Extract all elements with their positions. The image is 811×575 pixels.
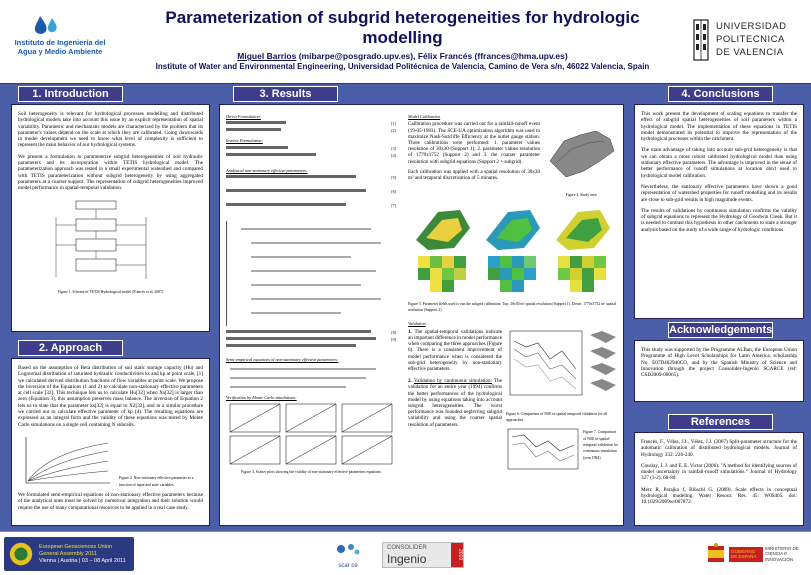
ministry-text: MINISTERIO DE CIENCIA E INNOVACIÓN (765, 545, 799, 562)
figure-6-caption: Figure 6. Comparison of NSE in spatial-temporal validation for all approaches (506, 411, 608, 423)
figure-2-caption: Figure 2. Non-stationary effective parameter as a function of input and state variables (119, 476, 194, 487)
calibration-column: Model Calibration Calibration procedure was carried out for a rainfall-runoff event (19-05-1983). The SCE-UA optimization algorithm was used to maximize Nash-Sutcliffe Efficiency at the outlet gauge station. Three calibrations were performed: 1. parameter values resolution of 30x30 (Support 1); 2. parameter values resolution of 1770x1752 (Support 2) and 3. the coarser parameter resolution with subgrid equations (Support 2 + subgrid). Each calibration was applied with a spatial resolution of 30x30 m² and temporal discretization of 5 minutes. Figure 4. Study area Figure 5. Parameter fields used to run the subgrid calibration. Top: 30x30 m² spatial resolution (Support 1). Down: 1770x1752 m² spatial resolution (Support 2) Validation 1. The spatial-temporal validations indicate an important difference in model performance when comparing the three approaches (Figure 6). There is a consistent improvement of model performance when is considered the sub-grid heterogeneity by non-stationary effective parameters. 2. Validation by continuous simulation: The validation for an entire year (1994) confirms the better performances of the hydrological model by using equations taking into account subgrid heterogeneities. The worst performance was founded neglecting subgrid variability and using the coarser spatial resolution of parameters. Figure 6. Comparison of NSE in spatial-temporal validation for all approaches Figure 7. Comparison of NSE in spatial-temporal validation for continuous simulation (year 1994) (408, 111, 620, 471)
eq-number-6: [6] (391, 188, 396, 194)
figure-1-caption: Figure 1. Scheme of TETIS Hydrological model (Francés et al. 2007) (57, 289, 164, 294)
conclusions-paragraph-4: The results of validations by continuous simulation confirms the validity of subgrid equations to represent the Hydrology of Goodwin Creek. But it is needed to contrast this hypothesis in other catchments to state a stronger analysis based on the study of a wide range of hydrologic conditions. (641, 207, 797, 233)
acknowledgements-box (634, 340, 804, 402)
egu-line-3: Vienna | Austria | 03 – 08 April 2011 (39, 557, 126, 564)
eq-number-4: [4] (391, 152, 396, 158)
analytical-label: Analytical non-stationary effective parameters: (226, 167, 308, 173)
authors-line (125, 51, 680, 61)
calibration-text: Calibration procedure was carried out for a rainfall-runoff event (19-05-1983). The SCE-UA optimization algorithm was used to maximize Nash-Sutcliffe Efficiency at the outlet gauge station. Three calibrations were performed: 1. parameter values resolution of 30x30 (Support 1); 2. parameter values resolution of 1770x1752 (Support 2) and 3. the coarser parameter resolution with subgrid equations (Support 2 + subgrid). (408, 121, 540, 165)
upv-logo (690, 14, 808, 66)
direct-formulation-label: Direct Formulation: (226, 114, 262, 119)
calibration-text-2: Each calibration was applied with a spatial resolution of 30x30 m² and temporal discretization of 5 minutes. (408, 168, 540, 181)
eq-number-8: [8] (391, 329, 396, 335)
logo-right-line-3: DE VALENCIA (716, 47, 784, 58)
figure-5-caption: Figure 5. Parameter fields used to run the subgrid calibration. Top: 30x30 m² spatial resolution (Support 1). Down: 1770x1752 m² spatial resolution (Support 2) (408, 301, 617, 313)
introduction-paragraph-1: Soil heterogeneity is relevant for hydrological processes modelling and distributed hydrological models take into account this issue by an explicit representation of spatial variability. Parametric and mechanistic models are characterized by the problem that its parameter's values depend on the scale at which they are calibrated. Going downwards in model development we need to know what level of complexity is sufficient to represent the main behavior of our hydrological systems. (18, 111, 203, 149)
validation-2-heading: Validation by continuous simulation: (413, 378, 492, 385)
monte-carlo-scatter-plots (226, 402, 396, 467)
figure-3-caption: Figure 3. Scatter plots showing the validity of non-stationary effective parameters equations (241, 470, 381, 475)
approach-paragraph-1: Based on the assumption of Beta distribution of soil static storage capacity (Hu) and Lognormal distribution of saturated hydraulic conductivities ks and kp at point scale, [1] we calculated derived distribution functions of flow variables at point scale. We propose the inversion of the Equations (1 and 2) to calculate non-stationary effective parameters at cell scale [32]. This technique lets us to calculate Hu[32] when Xs[32] is larger than zero (Equation 3), this assumption preserves mass balance. The inversion of Equation 2 lets us to state that the parameter ks[32] is equal to X2[32], and in a similar procedure we carried out to calculate effective parameter of kp (4). The resulting equations are expressed as an integral form and the validity of these equations was tested by Monte Carlo simulations on a single cell containing N subcells. (18, 365, 203, 428)
nse-comparison-chart (506, 329, 620, 409)
poster-header (0, 0, 811, 83)
conclusions-title: 4. Conclusions (668, 86, 773, 102)
parameter-maps-figure (408, 204, 620, 299)
upv-crest-icon (690, 18, 712, 62)
logo-left-line-2: Agua y Medio Ambiente (17, 47, 103, 56)
reference-3: Merz R, Parajka J, Blöschl G. (2009). Scale effects in conceptual hydrological modeling. Water Resour. Res. 45: W09405. doi: 10.1029/2009wr007872. (641, 486, 797, 506)
eq-number-5: [5] (391, 174, 396, 180)
acknowledgements-title: Acknowledgements (669, 324, 773, 336)
introduction-title: 1. Introduction (18, 86, 123, 102)
iiama-logo (4, 14, 116, 66)
validation-label: Validation (408, 321, 426, 327)
semi-empirical-label: Semi-empirical equations of non-stationary effective parameters: (226, 356, 339, 362)
egu-line-2: General Assembly 2011 (39, 550, 97, 557)
continuous-simulation-chart (506, 427, 580, 471)
poster-title: Parameterization of subgrid heterogeneities for hydrologic modelling (165, 8, 640, 47)
validation-text-2: The validation for an entire year (1994) confirms the better performances of the hydrological model by using equations taking into account subgrid heterogeneities. The worst performance was founded neglecting subgrid variability and using the coarser spatial resolution of parameters. (408, 378, 502, 428)
author-1: Miguel Barrios (237, 51, 297, 61)
gov-text: GOBIERNO DE ESPAÑA (729, 547, 763, 562)
reference-2: Couslay, J. J. and E. E. Victor (2006). "A method for identifying sources of model uncertainty in rainfall-runoff simulations." Journal of Hydrology 327 (1-2): 68-80. (641, 462, 797, 482)
conclusions-paragraph-3: Nevertheless, the stationary effective parameters have shown a good representation of watershed properties for runoff modelling and its results are close to sub-grid results in high magnitude events. (641, 183, 797, 203)
egu-emblem-icon (7, 540, 35, 568)
author-1-email: (mibarpe@posgrado.upv.es) (298, 51, 414, 61)
logo-right-line-1: UNIVERSIDAD (716, 21, 787, 32)
study-area-figure (544, 121, 618, 198)
author-2: , Félix Francés (ffrances@hma.upv.es) (413, 51, 568, 61)
ministry-logo (706, 540, 808, 568)
introduction-paragraph-2: We present a formulation to parameterize subgrid heterogeneities of soil hydraulic parameters and its incorporation within TETIS hydrological model. The parameterization approach was tested in a small experimental watershed and compared with TETIS parameterization without subgrid heterogeneity by using aggregated parameters at a coarser support. The representation of subgrid heterogeneities improved model performance in spatial-temporal validation. (18, 153, 203, 192)
conclusions-paragraph-1: This work present the development of scaling equations to transfer the effect of subgrid spatial heterogeneities of soil parameters within a hydrological model. The implementation of these equations in TETIS model demonstrated its potential to improve the representation of the hydrological processes within the catchment. (641, 111, 797, 143)
consolider-top-text: CONSOLIDER (387, 545, 427, 551)
figure-4-caption: Figure 4. Study area (565, 192, 597, 197)
approach-box (11, 358, 210, 526)
institution-line: Institute of Water and Environmental Engineering, Universidad Politécnica de Valencia, Camino de Vera s/n, 46022 Valencia, Spain (155, 62, 650, 71)
scarce-drops-icon (333, 540, 363, 558)
logo-left-line-1: Instituto de Ingeniería del (14, 38, 106, 47)
poster-footer (0, 531, 811, 575)
acknowledgements-text: This study was supported by the Programme ALBan, the European Union Programme of High Level Scholarships for Latin America, scholarship No. E07D402940CO, and by the Spanish Ministry of Science and Innovation through the project Consolider-Ingenio SCARCE (ref: CSD2009-00065). (641, 347, 797, 379)
consolider-year: 2010 (451, 543, 463, 567)
introduction-box (11, 104, 210, 332)
eq-number-3: [3] (391, 145, 396, 151)
eq-number-7: [7] (391, 202, 396, 208)
scarce-text: scar ce (338, 563, 358, 569)
reference-1: Francés, F., Vélez, J.I., Vélez, J.J. (2007) Split-parameter structure for the automatic calibration of distributed hydrological models. Journal of Hydrology 332: 226-240. (641, 439, 797, 458)
model-calibration-label: Model Calibration (408, 114, 441, 119)
results-box (219, 104, 624, 526)
conclusions-paragraph-2: The main advantage of taking into account sub-grid heterogeneity is that we can obtain a more robust calibrated hydrological model than using stationary effective parameters. The advantage is improved in the sense of better performance of runoff simulations at location don't used to hydrological model calibration. (641, 147, 797, 179)
logo-right-line-2: POLITECNICA (716, 34, 785, 45)
consolider-logo (382, 542, 464, 568)
consolider-bottom-text: Ingenio (387, 552, 427, 566)
egu-line-1: European Geosciences Union (39, 543, 113, 550)
water-drop-icon (32, 14, 62, 36)
approach-paragraph-2: We formulated semi-empirical equations of non-stationary effective parameters because of the analytical ones must be solved by numerical integration and their solution would require the use of many computational resources to be applied in a real case study. (18, 491, 203, 511)
eq-number-9: [9] (391, 336, 396, 342)
effective-parameter-plot (18, 433, 113, 488)
approach-title: 2. Approach (18, 340, 123, 356)
inverse-formulation-label: Inverse Formulation: (226, 138, 263, 144)
scarce-logo (333, 540, 363, 568)
figure-7-caption: Figure 7. Comparison of NSE in spatial-temporal validation for continuous simulation (year 1994) (583, 430, 619, 460)
eq-number-1: [1] (391, 121, 396, 127)
eq-number-2: [2] (391, 128, 396, 134)
poster-body (0, 83, 811, 531)
references-box (634, 432, 804, 526)
equations-column (226, 111, 396, 476)
validation-text-1: The spatial-temporal validations indicate an important difference in model performance when comparing the three approaches (Figure 6). There is a consistent improvement of model performance when is considered the sub-grid heterogeneity by non-stationary effective parameters. (408, 328, 503, 372)
verification-label: Verification by Monte Carlo simulations: (226, 395, 297, 401)
tetis-scheme-figure (36, 197, 186, 287)
integral-block (226, 221, 396, 326)
conclusions-box (634, 104, 804, 319)
spain-coat-of-arms-icon (706, 542, 726, 566)
egu-logo (4, 537, 134, 571)
results-title: 3. Results (233, 86, 338, 102)
references-title: References (668, 414, 773, 430)
